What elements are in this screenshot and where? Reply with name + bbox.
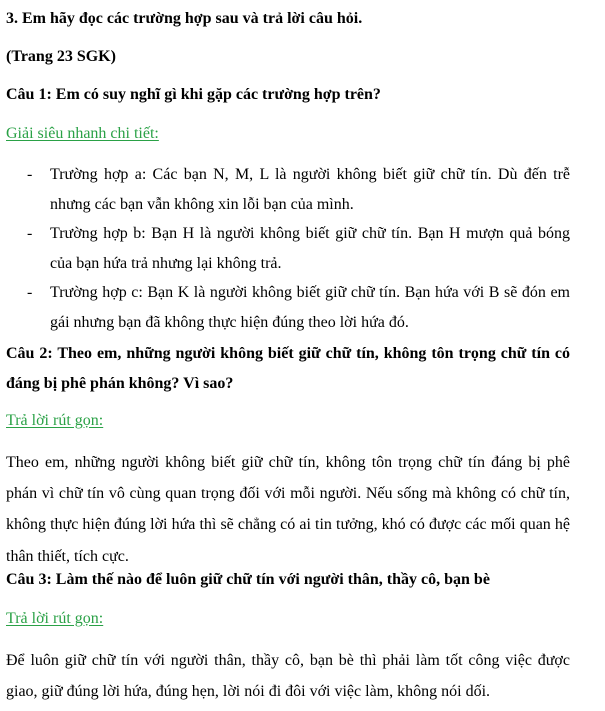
case-a-text: Trường hợp a: Các bạn N, M, L là người không biết giữ chữ tín. Dù đến trễ nhưng các bạn vẫn không xin lỗi bạn của mình. bbox=[50, 166, 570, 213]
question-3: Câu 3: Làm thế nào để luôn giữ chữ tín với người thân, thầy cô, bạn bè bbox=[6, 571, 490, 588]
list-item bbox=[0, 160, 570, 219]
answer-2: Theo em, những người không biết giữ chữ tín, không tôn trọng chữ tín đáng bị phê phán vì chữ tín vô cùng quan trọng đối với mỗi người. Nếu sống mà không có chữ tín, không thực hiện đúng lời hứa thì sẽ chẳng có ai tin tưởng, khó có được các mối quan hệ thân thiết, tích cực. bbox=[6, 454, 570, 565]
answer-label-2: Trả lời rút gọn: bbox=[6, 412, 104, 429]
bullet-dash: - bbox=[27, 166, 33, 183]
section-title: 3. Em hãy đọc các trường hợp sau và trả lời câu hỏi. bbox=[6, 10, 363, 27]
case-c-text: Trường hợp c: Bạn K là người không biết giữ chữ tín. Bạn hứa với B sẽ đón em gái nhưng bạn đã không thực hiện đúng theo lời hứa đó. bbox=[50, 284, 570, 331]
list-item bbox=[0, 278, 570, 337]
bullet-dash: - bbox=[27, 284, 33, 301]
question-1: Câu 1: Em có suy nghĩ gì khi gặp các trường hợp trên? bbox=[6, 86, 381, 103]
answer-label-3: Trả lời rút gọn: bbox=[6, 610, 104, 627]
bullet-dash: - bbox=[27, 225, 33, 242]
answer-label-1: Giải siêu nhanh chi tiết: bbox=[6, 125, 159, 142]
page-reference: (Trang 23 SGK) bbox=[6, 48, 116, 65]
question-2: Câu 2: Theo em, những người không biết giữ chữ tín, không tôn trọng chữ tín có đáng bị phê phán không? Vì sao? bbox=[6, 345, 570, 392]
list-item bbox=[0, 219, 570, 278]
answer-3: Để luôn giữ chữ tín với người thân, thầy cô, bạn bè thì phải làm tốt công việc được giao, giữ đúng lời hứa, đúng hẹn, lời nói đi đôi với việc làm, không nói dối. bbox=[6, 652, 570, 701]
cases-list bbox=[0, 160, 605, 337]
case-b-text: Trường hợp b: Bạn H là người không biết giữ chữ tín. Bạn H mượn quả bóng của bạn hứa trả nhưng lại không trả. bbox=[50, 225, 570, 272]
